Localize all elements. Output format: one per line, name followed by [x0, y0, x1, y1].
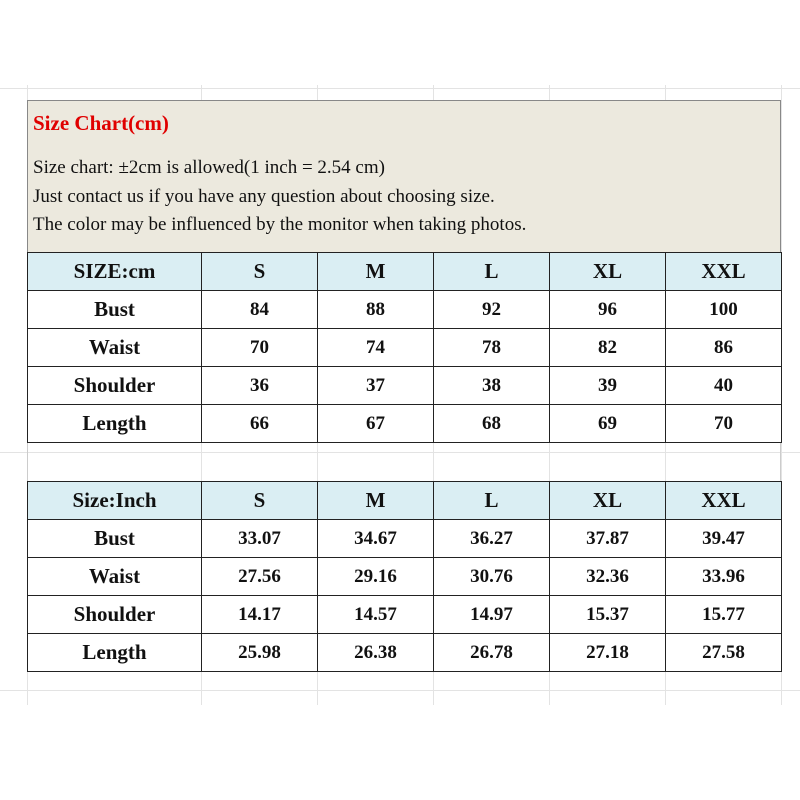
table-cell: 70 — [202, 329, 318, 367]
table-cell: 33.96 — [666, 558, 782, 596]
table-cell: 14.57 — [318, 596, 434, 634]
table-cell: 27.56 — [202, 558, 318, 596]
size-header-cell: L — [434, 482, 550, 520]
table-cell: 15.77 — [666, 596, 782, 634]
row-label: Waist — [28, 329, 202, 367]
table-row — [28, 558, 782, 596]
unit-header-cell: SIZE:cm — [28, 253, 202, 291]
table-cell: 34.67 — [318, 520, 434, 558]
table-cell: 37.87 — [550, 520, 666, 558]
contact-note: Just contact us if you have any question about choosing size. — [33, 185, 495, 207]
table-cell: 68 — [434, 405, 550, 443]
size-chart-sheet — [27, 100, 781, 672]
table-cell: 66 — [202, 405, 318, 443]
size-header-cell: M — [318, 253, 434, 291]
table-cell: 96 — [550, 291, 666, 329]
size-header-cell: L — [434, 253, 550, 291]
size-header-cell: S — [202, 482, 318, 520]
cm-size-table — [27, 252, 782, 443]
row-label: Shoulder — [28, 596, 202, 634]
table-cell: 37 — [318, 367, 434, 405]
table-cell: 36.27 — [434, 520, 550, 558]
unit-header-cell: Size:Inch — [28, 482, 202, 520]
table-cell: 92 — [434, 291, 550, 329]
table-cell: 39.47 — [666, 520, 782, 558]
table-row — [28, 367, 782, 405]
size-header-cell: XXL — [666, 253, 782, 291]
row-label: Length — [28, 405, 202, 443]
table-cell: 26.38 — [318, 634, 434, 672]
table-cell: 88 — [318, 291, 434, 329]
size-header-cell: S — [202, 253, 318, 291]
table-cell: 15.37 — [550, 596, 666, 634]
table-row — [28, 520, 782, 558]
row-label: Shoulder — [28, 367, 202, 405]
table-cell: 36 — [202, 367, 318, 405]
table-cell: 84 — [202, 291, 318, 329]
chart-title: Size Chart(cm) — [33, 111, 169, 135]
color-note: The color may be influenced by the monitor when taking photos. — [33, 214, 527, 235]
table-row — [28, 291, 782, 329]
tolerance-note: Size chart: ±2cm is allowed(1 inch = 2.54 cm) — [33, 157, 385, 178]
size-header-cell: XL — [550, 253, 666, 291]
row-label: Length — [28, 634, 202, 672]
table-cell: 29.16 — [318, 558, 434, 596]
row-label: Bust — [28, 520, 202, 558]
table-spacer — [27, 443, 781, 481]
table-cell: 40 — [666, 367, 782, 405]
size-header-cell: XXL — [666, 482, 782, 520]
table-cell: 38 — [434, 367, 550, 405]
table-cell: 27.58 — [666, 634, 782, 672]
table-cell: 33.07 — [202, 520, 318, 558]
table-header-row — [28, 482, 782, 520]
table-cell: 26.78 — [434, 634, 550, 672]
table-cell: 25.98 — [202, 634, 318, 672]
table-cell: 14.97 — [434, 596, 550, 634]
table-row — [28, 596, 782, 634]
table-row — [28, 329, 782, 367]
inch-size-table — [27, 481, 782, 672]
size-header-cell: M — [318, 482, 434, 520]
chart-header — [27, 100, 781, 252]
table-cell: 30.76 — [434, 558, 550, 596]
size-header-cell: XL — [550, 482, 666, 520]
table-cell: 32.36 — [550, 558, 666, 596]
table-cell: 74 — [318, 329, 434, 367]
table-cell: 82 — [550, 329, 666, 367]
table-cell: 27.18 — [550, 634, 666, 672]
table-cell: 86 — [666, 329, 782, 367]
table-cell: 67 — [318, 405, 434, 443]
table-cell: 70 — [666, 405, 782, 443]
table-row — [28, 634, 782, 672]
table-cell: 69 — [550, 405, 666, 443]
row-label: Waist — [28, 558, 202, 596]
table-cell: 14.17 — [202, 596, 318, 634]
table-header-row — [28, 253, 782, 291]
table-row — [28, 405, 782, 443]
table-cell: 39 — [550, 367, 666, 405]
row-label: Bust — [28, 291, 202, 329]
table-cell: 100 — [666, 291, 782, 329]
table-cell: 78 — [434, 329, 550, 367]
